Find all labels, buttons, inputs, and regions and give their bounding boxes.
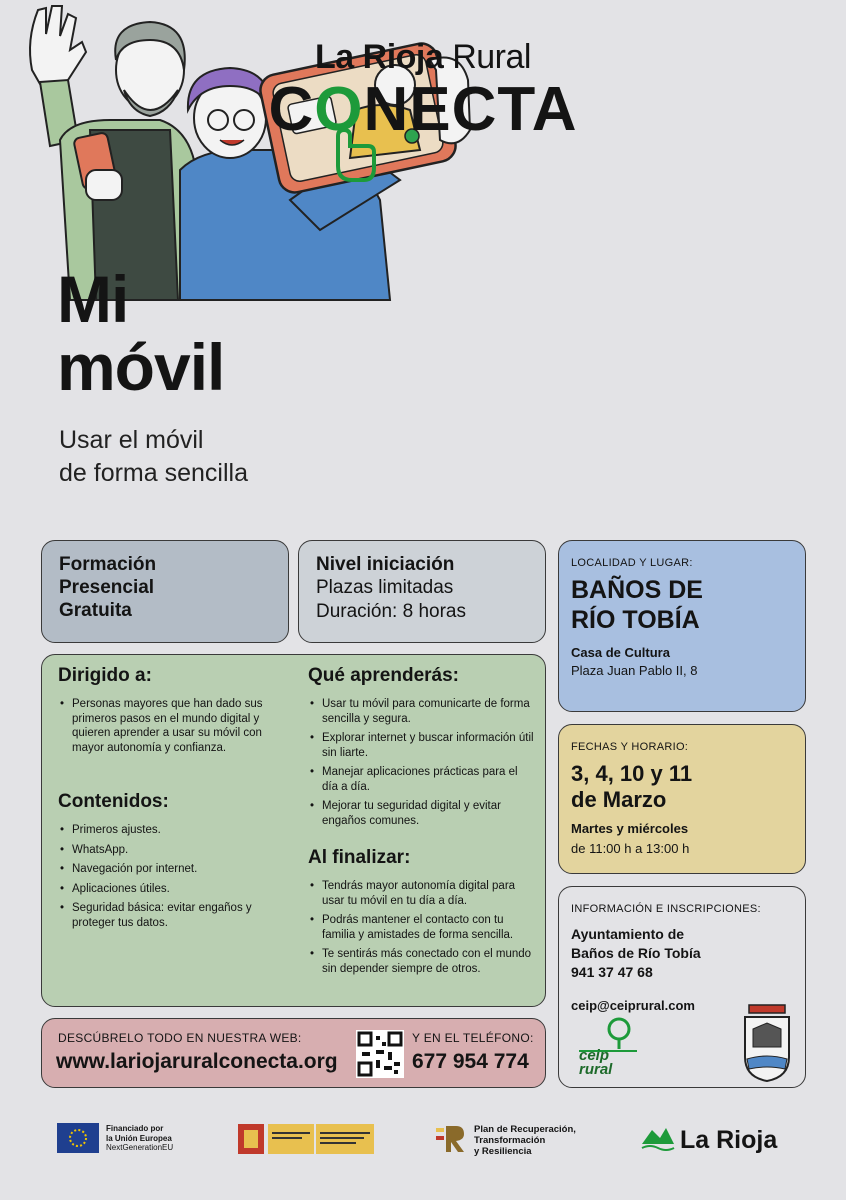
subtitle bbox=[59, 424, 248, 490]
subtitle-line-2: de forma sencilla bbox=[59, 459, 248, 487]
aprenderas-list bbox=[308, 697, 536, 833]
ceip-logo-text: ceip rural bbox=[579, 1047, 613, 1078]
conecta-rest: NECTA bbox=[363, 75, 578, 144]
title-line-1: Mi bbox=[57, 262, 129, 336]
venue-name: Casa de Cultura bbox=[571, 645, 670, 660]
subtitle-line-1: Usar el móvil bbox=[59, 426, 204, 454]
plan-line-3: y Resiliencia bbox=[474, 1146, 532, 1157]
nivel-title: Nivel iniciación bbox=[316, 554, 455, 575]
brand-bold: La Rioja bbox=[315, 38, 444, 76]
web-box bbox=[41, 1018, 546, 1088]
plazas-text: Plazas limitadas bbox=[316, 577, 454, 598]
eu-line-3: NextGenerationEU bbox=[106, 1143, 174, 1152]
org-line-2: Baños de Río Tobía bbox=[571, 945, 701, 961]
list-item: • Primeros ajustes. bbox=[58, 823, 270, 838]
conecta-c: C bbox=[268, 75, 315, 144]
days-text: Martes y miércoles bbox=[571, 821, 689, 836]
duracion-text: Duración: 8 horas bbox=[316, 601, 466, 622]
info-email[interactable]: ceip@ceiprural.com bbox=[571, 998, 695, 1013]
list-item: • Mejorar tu seguridad digital y evitar engaños comunes. bbox=[308, 799, 536, 828]
list-item: • Personas mayores que han dado sus primeros pasos en el mundo digital y quieren aprender a usar su móvil con mayor autonomía y confianza. bbox=[58, 697, 270, 755]
aprenderas-heading: Qué aprenderás: bbox=[308, 665, 459, 686]
qr-code-icon[interactable] bbox=[356, 1030, 404, 1078]
web-url[interactable]: www.lariojaruralconecta.org bbox=[56, 1050, 338, 1073]
page-title bbox=[57, 262, 225, 404]
list-item: • Aplicaciones útiles. bbox=[58, 882, 270, 897]
list-item: • Tendrás mayor autonomía digital para usar tu móvil en tu día a día. bbox=[308, 879, 536, 908]
tap-hand-icon bbox=[320, 104, 380, 184]
plan-line-1: Plan de Recuperación, bbox=[474, 1124, 576, 1135]
formacion-box bbox=[41, 540, 289, 643]
conecta-o: O bbox=[314, 75, 364, 144]
list-item: • Te sentirás más conectado con el mundo sin depender siempre de otros. bbox=[308, 947, 536, 976]
finalizar-list bbox=[308, 879, 536, 981]
plan-text bbox=[474, 1124, 576, 1157]
town-line-1: BAÑOS DE bbox=[571, 576, 703, 604]
brand-conecta bbox=[0, 74, 846, 145]
venue-address: Plaza Juan Pablo II, 8 bbox=[571, 663, 698, 678]
org-line-1: Ayuntamiento de bbox=[571, 926, 685, 942]
contenidos-box bbox=[41, 654, 546, 1007]
finalizar-heading: Al finalizar: bbox=[308, 847, 411, 868]
phone-label: Y EN EL TELÉFONO: bbox=[412, 1031, 534, 1045]
brand-light: Rural bbox=[452, 38, 531, 76]
contenidos-heading: Contenidos: bbox=[58, 791, 169, 812]
coat-of-arms-icon bbox=[739, 999, 795, 1083]
dates-line-1: 3, 4, 10 y 11 bbox=[571, 761, 693, 786]
plan-line-2: Transformación bbox=[474, 1135, 546, 1146]
list-item: • Seguridad básica: evitar engaños y proteger tus datos. bbox=[58, 901, 270, 930]
eu-line-1: Financiado por bbox=[106, 1124, 164, 1133]
la-rioja-mountain-icon bbox=[640, 1122, 676, 1156]
ceip-rural-logo bbox=[577, 1015, 647, 1077]
eu-text bbox=[106, 1124, 173, 1153]
gobierno-espana-logo bbox=[238, 1124, 374, 1154]
list-item: • Usar tu móvil para comunicarte de forma sencilla y segura. bbox=[308, 697, 536, 726]
localidad-label: LOCALIDAD Y LUGAR: bbox=[571, 557, 693, 569]
list-item: • Podrás mantener el contacto con tu familia y amistades de forma sencilla. bbox=[308, 913, 536, 942]
eu-flag-icon bbox=[57, 1123, 99, 1153]
formacion-line-1: Formación bbox=[59, 554, 157, 575]
list-item: • Navegación por internet. bbox=[58, 862, 270, 877]
web-phone[interactable]: 677 954 774 bbox=[412, 1050, 529, 1073]
contenidos-list bbox=[58, 823, 270, 935]
nivel-box bbox=[298, 540, 546, 643]
dirigido-heading: Dirigido a: bbox=[58, 665, 152, 686]
web-label: DESCÚBRELO TODO EN NUESTRA WEB: bbox=[58, 1031, 302, 1045]
info-label: INFORMACIÓN E INSCRIPCIONES: bbox=[571, 903, 761, 915]
la-rioja-logo-text: La Rioja bbox=[680, 1126, 778, 1154]
eu-line-2: la Unión Europea bbox=[106, 1133, 172, 1143]
formacion-line-2: Presencial bbox=[59, 577, 155, 598]
dirigido-list bbox=[58, 697, 270, 760]
title-line-2: móvil bbox=[57, 330, 225, 404]
recovery-plan-icon bbox=[434, 1122, 468, 1156]
list-item: • Manejar aplicaciones prácticas para el día a día. bbox=[308, 765, 536, 794]
list-item: • Explorar internet y buscar información útil sin liarte. bbox=[308, 731, 536, 760]
fechas-box bbox=[558, 724, 806, 874]
dates-line-2: de Marzo bbox=[571, 787, 667, 812]
info-phone[interactable]: 941 37 47 68 bbox=[571, 964, 653, 980]
hours-text: de 11:00 h a 13:00 h bbox=[571, 841, 690, 856]
formacion-line-3: Gratuita bbox=[59, 600, 132, 621]
town-line-2: RÍO TOBÍA bbox=[571, 606, 700, 634]
info-box bbox=[558, 886, 806, 1088]
localidad-box bbox=[558, 540, 806, 712]
list-item: • WhatsApp. bbox=[58, 843, 270, 858]
brand-title bbox=[0, 38, 846, 77]
fechas-label: FECHAS Y HORARIO: bbox=[571, 741, 689, 753]
